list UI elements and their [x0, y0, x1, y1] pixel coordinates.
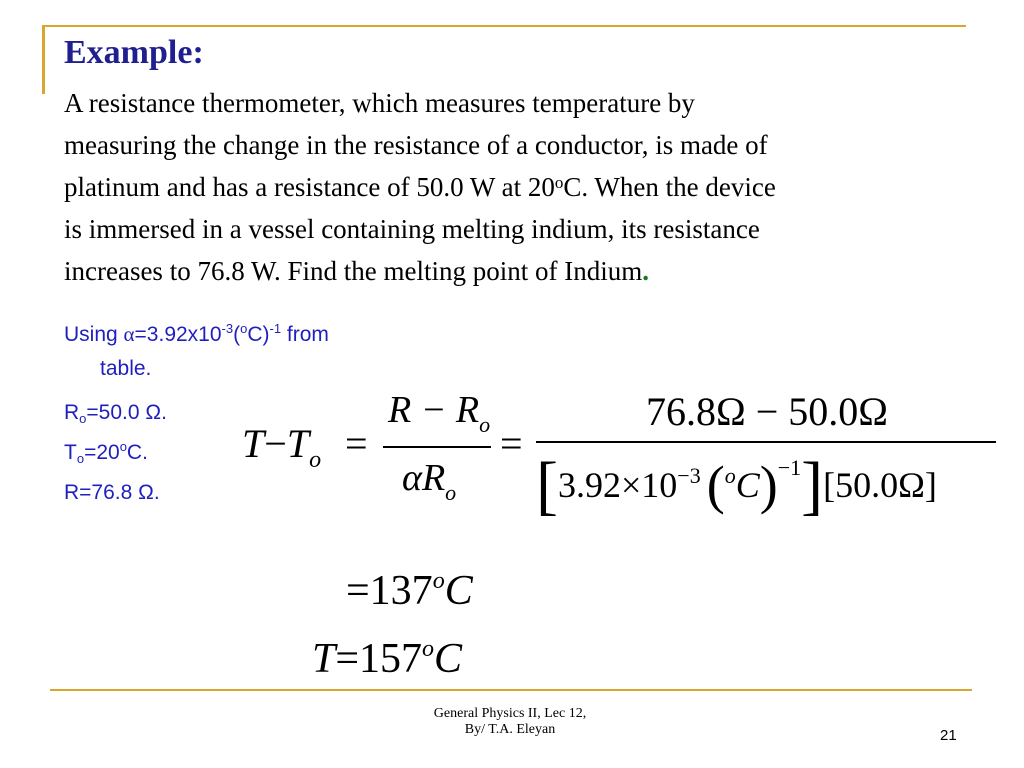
given-t0: $T_o=20^oC$.	[64, 439, 148, 466]
given-alpha: Using $\alpha=3.92x10^{-3}(^oC)^{-1}$ from	[64, 321, 329, 346]
problem-line-5: increases to 76.8 W. Find the melting point of Indium.	[64, 256, 649, 286]
page-number: 21	[940, 727, 957, 744]
frac1-denominator: $\alpha R_o$	[402, 457, 457, 505]
given-r0: $R_o=50.0$ Ω.	[64, 401, 167, 426]
frac2-denominator: [$3.92\times 10^{-3}$ $(^oC)^{-1}][50.0\Omega]$	[536, 449, 937, 522]
given-r: R=76.8 Ω.	[64, 481, 160, 504]
frac2-bar	[536, 441, 996, 443]
problem-line-2: measuring the change in the resistance of a conductor, is made of	[64, 130, 768, 160]
given-alpha-line-2: table.	[100, 357, 152, 380]
eq-equals-1: =	[345, 421, 368, 466]
eq-lhs: $T-T_o$	[242, 421, 322, 473]
frac2-numerator: 76.8Ω − 50.0Ω	[646, 389, 889, 434]
left-accent-line	[42, 26, 45, 94]
problem-line-4: is immersed in a vessel containing melting indium, its resistance	[64, 214, 760, 244]
problem-line-1: A resistance thermometer, which measures temperature by	[64, 88, 695, 118]
footer-course	[380, 706, 640, 738]
eq-equals-2: =	[500, 421, 523, 466]
result-t: $T=157^oC$	[312, 636, 463, 682]
problem-statement	[64, 82, 974, 292]
slide-title: Example:	[64, 34, 204, 71]
footer-line-1: General Physics II, Lec 12,	[433, 706, 587, 721]
problem-line-3: platinum and has a resistance of 50.0 W at 20$^o$C. When the device	[64, 172, 776, 202]
footer-line-2: By/ T.A. Eleyan	[464, 722, 556, 737]
footer-divider-line	[50, 689, 972, 691]
result-delta-t: $=137^oC$	[346, 568, 473, 614]
frac1-numerator: $R - R_o$	[388, 389, 491, 437]
top-accent-line	[42, 25, 966, 27]
frac1-bar	[383, 446, 491, 448]
